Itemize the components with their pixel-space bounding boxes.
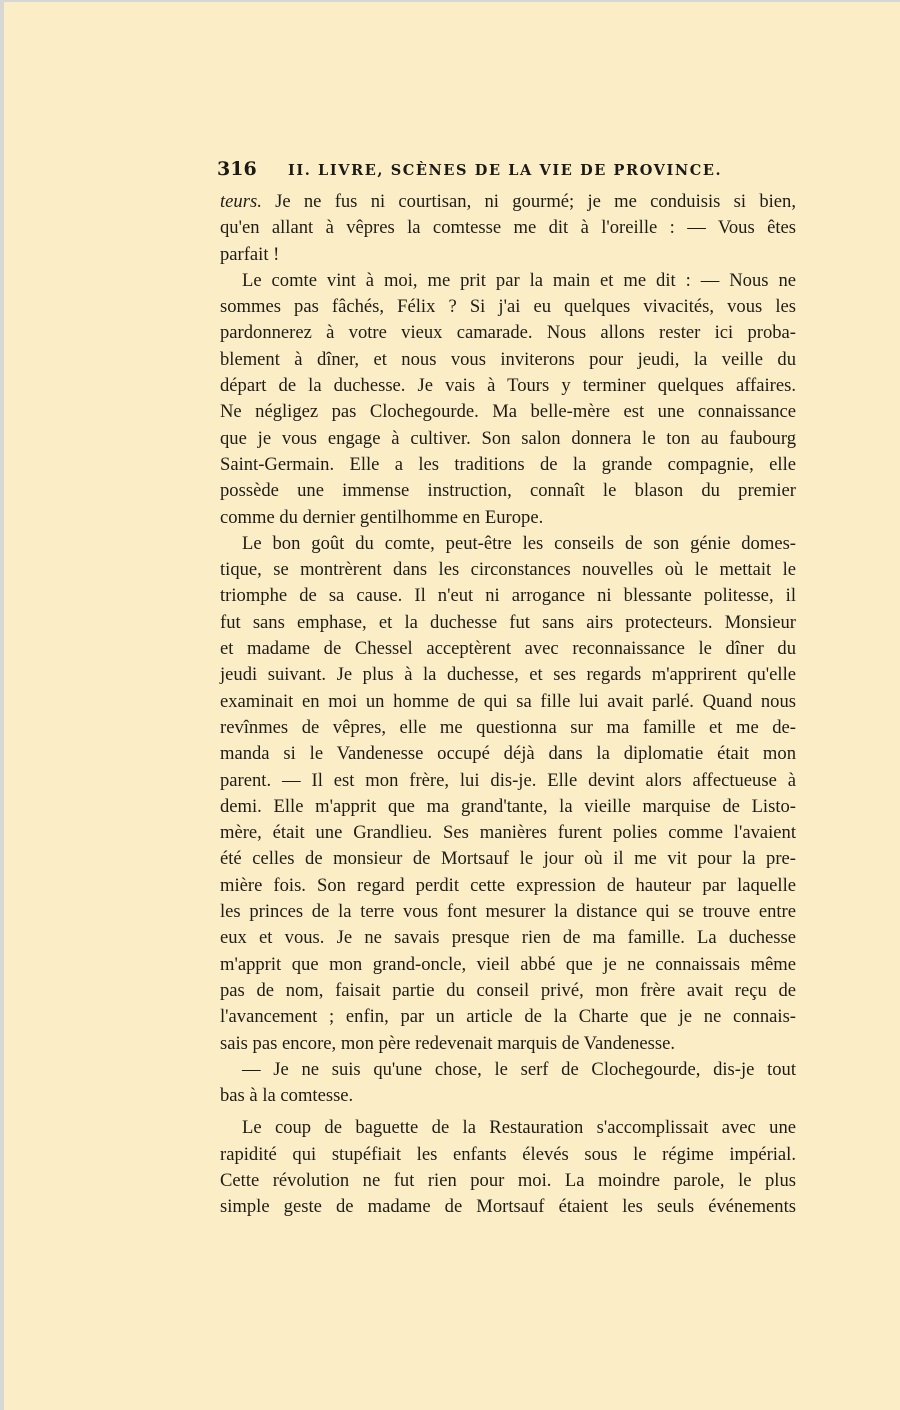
text-line: et madame de Chessel acceptèrent avec reconnaissance le dîner du xyxy=(220,638,796,660)
paragraph-end-line: sais pas encore, mon père redevenait marquis de Vandenesse. xyxy=(220,1032,676,1054)
text-line: mière fois. Son regard perdit cette expression de hauteur par laquelle xyxy=(220,874,796,896)
text-line: Saint-Germain. Elle a les traditions de la grande compagnie, elle xyxy=(220,453,796,475)
text-line: m'apprit que mon grand-oncle, vieil abbé que je ne connaissais même xyxy=(220,953,796,975)
body-text xyxy=(220,189,796,1221)
text-line: qu'en allant à vêpres la comtesse me dit à l'oreille : — Vous êtes xyxy=(220,217,796,239)
text-line: revînmes de vêpres, elle me questionna sur ma famille et me de- xyxy=(220,716,796,738)
text-line: triomphe de sa cause. Il n'eut ni arrogance ni blessante politesse, il xyxy=(220,585,796,607)
paragraph-start-line: Le coup de baguette de la Restauration s'accomplissait avec une xyxy=(242,1117,796,1139)
text-line: fut sans emphase, et la duchesse fut sans airs protecteurs. Monsieur xyxy=(220,611,796,633)
text-line: rapidité qui stupéfiait les enfants élevés sous le régime impérial. xyxy=(220,1143,796,1165)
text-line: sommes pas fâchés, Félix ? Si j'ai eu quelques vivacités, vous les xyxy=(220,296,796,318)
text-line: pardonnerez à votre vieux camarade. Nous allons rester ici proba- xyxy=(220,322,796,344)
text-line: simple geste de madame de Mortsauf étaient les seuls événements xyxy=(220,1196,796,1218)
paragraph-end-line: parfait ! xyxy=(220,243,280,265)
text-line: parent. — Il est mon frère, lui dis-je. Elle devint alors affectueuse à xyxy=(220,769,796,791)
text-line: pas de nom, faisait partie du conseil privé, mon frère avait reçu de xyxy=(220,979,796,1001)
text-line: été celles de monsieur de Mortsauf le jour où il me vit pour la pre- xyxy=(220,848,796,870)
text-line: départ de la duchesse. Je vais à Tours y terminer quelques affaires. xyxy=(220,375,796,397)
paragraph-start-line: Le comte vint à moi, me prit par la main et me dit : — Nous ne xyxy=(242,269,796,291)
paragraph-end-line: comme du dernier gentilhomme en Europe. xyxy=(220,506,544,528)
text-line: teurs. Je ne fus ni courtisan, ni gourmé; je me conduisis si bien, xyxy=(220,191,796,212)
text-line: que je vous engage à cultiver. Son salon donnera le ton au faubourg xyxy=(220,427,796,449)
text-line: eux et vous. Je ne savais presque rien de ma famille. La duchesse xyxy=(220,927,796,949)
text-line: Cette révolution ne fut rien pour moi. La moindre parole, le plus xyxy=(220,1169,796,1191)
text-line: mère, était une Grandlieu. Ses manières furent polies comme l'avaient xyxy=(220,822,796,844)
text-line: blement à dîner, et nous vous inviterons pour jeudi, la veille du xyxy=(220,348,796,370)
text-line: manda si le Vandenesse occupé déjà dans la diplomatie était mon xyxy=(220,743,796,765)
paragraph-start-line: — Je ne suis qu'une chose, le serf de Clochegourde, dis-je tout xyxy=(242,1058,796,1080)
running-head: II. LIVRE, SCÈNES DE LA VIE DE PROVINCE. xyxy=(288,162,723,179)
text-line: possède une immense instruction, connaît le blason du premier xyxy=(220,480,796,502)
text-line: l'avancement ; enfin, par un article de la Charte que je ne connais- xyxy=(220,1006,796,1028)
text-line: les princes de la terre vous font mesurer la distance qui se trouve entre xyxy=(220,901,796,923)
text-line: jeudi suivant. Je plus à la duchesse, et ses regards m'apprirent qu'elle xyxy=(220,664,796,686)
text-line: tique, se montrèrent dans les circonstances nouvelles où le mettait le xyxy=(220,559,796,581)
paragraph-end-line: bas à la comtesse. xyxy=(220,1085,354,1107)
text-line: examinait en moi un homme de qui sa fille lui avait parlé. Quand nous xyxy=(220,690,796,712)
page-header xyxy=(217,158,797,182)
text-line: Ne négligez pas Clochegourde. Ma belle-mère est une connaissance xyxy=(220,401,796,423)
paragraph-start-line: Le bon goût du comte, peut-être les conseils de son génie domes- xyxy=(242,532,796,554)
page-number: 316 xyxy=(217,158,257,180)
text-line: demi. Elle m'apprit que ma grand'tante, la vieille marquise de Listo- xyxy=(220,795,796,817)
italic-word: teurs. xyxy=(220,191,262,212)
